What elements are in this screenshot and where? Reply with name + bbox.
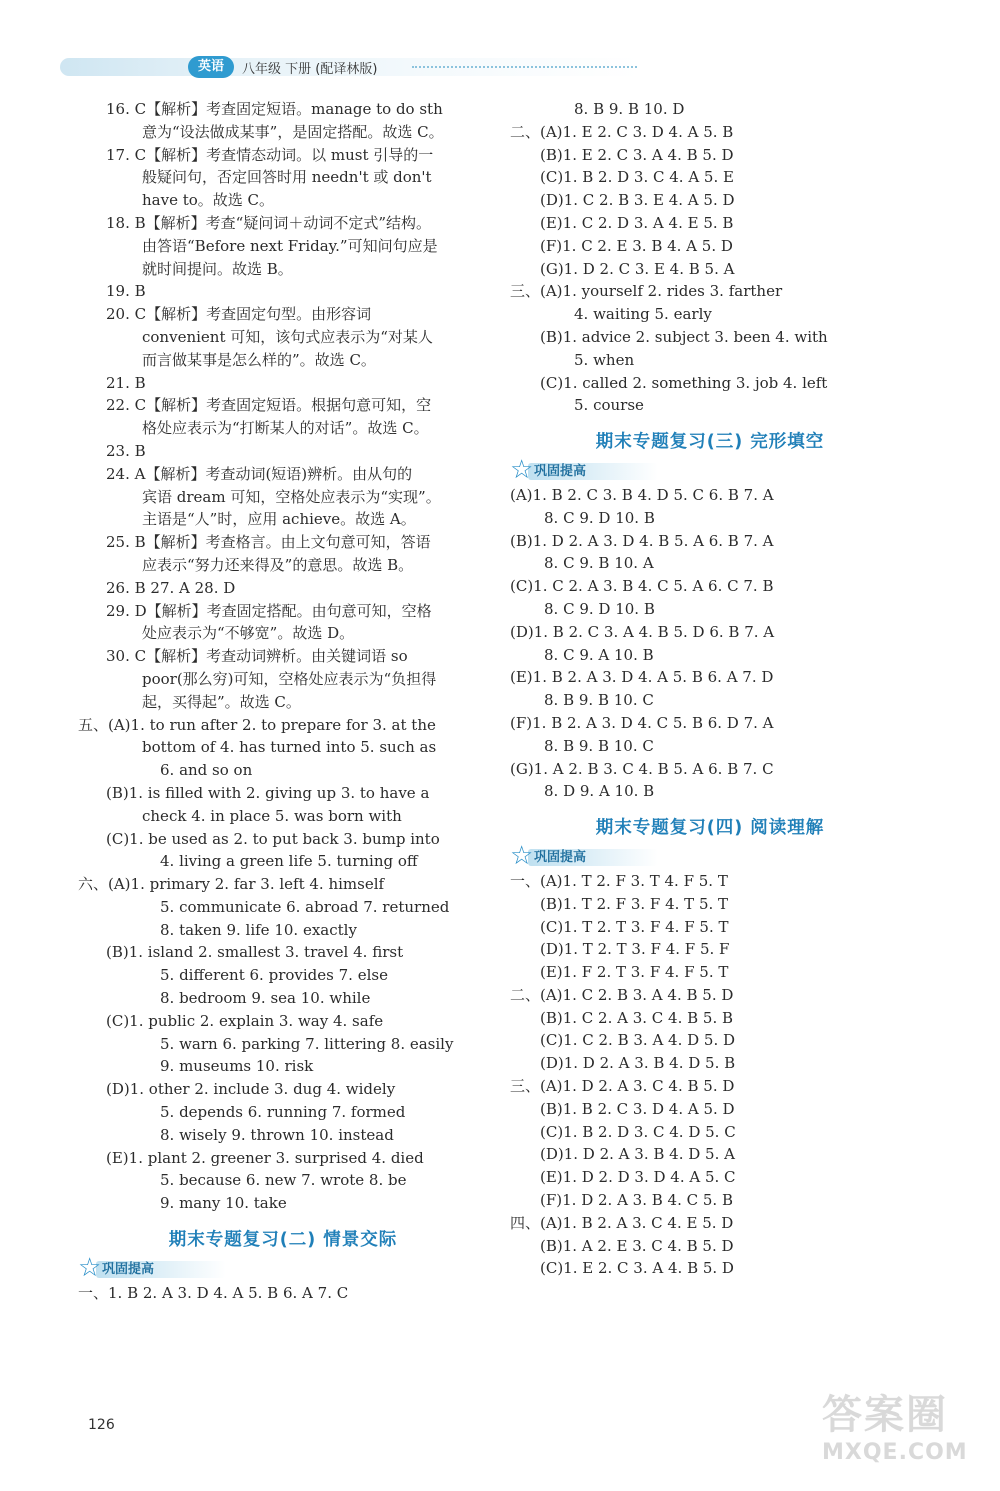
- answer-line: 般疑问句，否定回答时用 needn't 或 don't: [142, 168, 432, 187]
- answer-line: 4. waiting 5. early: [574, 305, 712, 324]
- section-title-3: 期末专题复习(三) 完形填空: [595, 432, 825, 453]
- star-icon: ☆: [510, 454, 534, 485]
- answer-line: 起，买得起”。故选 C。: [142, 692, 301, 711]
- section3-answers: [510, 484, 910, 803]
- left-answer-list: [78, 98, 488, 1215]
- answer-line: 三、(A)1. D 2. A 3. C 4. B 5. D: [510, 1077, 735, 1096]
- answer-line: 16. C【解析】考查固定短语。manage to do sth: [106, 100, 443, 118]
- answer-line: (B)1. island 2. smallest 3. travel 4. first: [106, 943, 404, 962]
- answer-line: 8. B 9. B 10. D: [574, 100, 685, 118]
- answer-line: 二、(A)1. E 2. C 3. D 4. A 5. B: [510, 122, 734, 141]
- answer-line: (B)1. D 2. A 3. D 4. B 5. A 6. B 7. A: [510, 531, 774, 550]
- answer-line: 9. many 10. take: [160, 1194, 287, 1213]
- answer-line: bottom of 4. has turned into 5. such as: [142, 738, 437, 757]
- answer-line: 8. C 9. B 10. A: [544, 554, 654, 573]
- page-number: 126: [88, 1417, 115, 1433]
- answer-line: 17. C【解析】考查情态动词。以 must 引导的一: [106, 145, 434, 164]
- header-dotted-line: [412, 66, 637, 68]
- answer-line: (D)1. B 2. C 3. A 4. B 5. D 6. B 7. A: [510, 622, 775, 641]
- answer-line: 4. living a green life 5. turning off: [160, 852, 418, 871]
- answer-line: 21. B: [106, 373, 146, 392]
- answer-line: 8. D 9. A 10. B: [544, 782, 655, 801]
- section-title-2: 期末专题复习(二) 情景交际: [168, 1230, 398, 1251]
- answer-line: (C)1. B 2. D 3. C 4. A 5. E: [540, 168, 734, 187]
- answer-line: (G)1. D 2. C 3. E 4. B 5. A: [540, 259, 735, 278]
- answer-line: (B)1. A 2. E 3. C 4. B 5. D: [540, 1236, 734, 1255]
- subsection-label: 巩固提高: [102, 1261, 155, 1277]
- answer-line: (F)1. C 2. E 3. B 4. A 5. D: [540, 236, 733, 255]
- star-icon: ☆: [78, 1252, 102, 1283]
- answer-line: 六、(A)1. primary 2. far 3. left 4. himself: [78, 875, 385, 894]
- answer-line: (C)1. E 2. C 3. A 4. B 5. D: [540, 1259, 734, 1278]
- answer-line: poor(那么穷)可知，空格处应表示为“负担得: [142, 669, 437, 688]
- answer-line: (D)1. D 2. A 3. B 4. D 5. A: [540, 1145, 735, 1164]
- answer-line: 25. B【解析】考查格言。由上文句意可知，答语: [106, 533, 431, 552]
- answer-line: (D)1. D 2. A 3. B 4. D 5. B: [540, 1054, 736, 1073]
- answer-line: 5. course: [574, 396, 644, 415]
- answer-line: (B)1. T 2. F 3. F 4. T 5. T: [540, 894, 729, 913]
- answer-line: (B)1. C 2. A 3. C 4. B 5. B: [540, 1008, 734, 1027]
- section4-answers: [510, 870, 910, 1280]
- answer-line: (B)1. advice 2. subject 3. been 4. with: [540, 327, 828, 346]
- answer-line: (E)1. D 2. D 3. D 4. A 5. C: [540, 1168, 736, 1187]
- answer-line: 5. depends 6. running 7. formed: [160, 1103, 406, 1122]
- answer-line: 5. communicate 6. abroad 7. returned: [160, 897, 450, 916]
- answer-line: (D)1. other 2. include 3. dug 4. widely: [106, 1080, 396, 1099]
- answer-line: have to。故选 C。: [142, 191, 275, 210]
- answer-line: 四、(A)1. B 2. A 3. C 4. E 5. D: [510, 1213, 734, 1232]
- answer-line: 5. warn 6. parking 7. littering 8. easily: [160, 1034, 454, 1053]
- answer-line: 19. B: [106, 282, 146, 301]
- subsection-label: 巩固提高: [534, 463, 587, 479]
- subsection-header: [78, 1252, 488, 1283]
- right-answer-list: [510, 98, 910, 417]
- right-column: [510, 98, 910, 1280]
- answer-line: (B)1. E 2. C 3. A 4. B 5. D: [540, 145, 734, 164]
- answer-line: (G)1. A 2. B 3. C 4. B 5. A 6. B 7. C: [510, 759, 774, 778]
- answer-line: 18. B【解析】考查“疑问词＋动词不定式”结构。: [106, 213, 431, 232]
- subsection-label: 巩固提高: [534, 849, 587, 865]
- answer-line: 应表示“努力还来得及”的意思。故选 B。: [142, 555, 414, 574]
- answer-line: (C)1. public 2. explain 3. way 4. safe: [106, 1011, 384, 1030]
- answer-line: 宾语 dream 可知，空格处应表示为“实现”。: [142, 487, 441, 506]
- answer-line: 而言做某事是怎么样的”。故选 C。: [142, 350, 376, 369]
- answer-line: (E)1. F 2. T 3. F 4. F 5. T: [540, 963, 729, 982]
- answer-line: 24. A【解析】考查动词(短语)辨析。由从句的: [106, 464, 413, 483]
- subsection-header: [510, 454, 910, 485]
- answer-line: (F)1. D 2. A 3. B 4. C 5. B: [540, 1191, 733, 1210]
- answer-line: 格处应表示为“打断某人的对话”。故选 C。: [142, 419, 429, 438]
- answer-line: 一、(A)1. T 2. F 3. T 4. F 5. T: [510, 871, 728, 890]
- answer-line: 9. museums 10. risk: [160, 1057, 314, 1076]
- answer-line: 22. C【解析】考查固定短语。根据句意可知，空: [106, 396, 432, 415]
- answer-line: 8. C 9. D 10. B: [544, 599, 655, 618]
- answer-line: 主语是“人”时，应用 achieve。故选 A。: [142, 510, 416, 529]
- answer-line: 三、(A)1. yourself 2. rides 3. farther: [510, 282, 783, 301]
- answer-line: (C)1. C 2. B 3. A 4. D 5. D: [540, 1031, 736, 1050]
- answer-line: 意为“设法做成某事”，是固定搭配。故选 C。: [142, 122, 444, 141]
- answer-line: 8. taken 9. life 10. exactly: [160, 920, 357, 939]
- answer-line: 一、1. B 2. A 3. D 4. A 5. B 6. A 7. C: [78, 1283, 349, 1302]
- answer-line: 30. C【解析】考查动词辨析。由关键词语 so: [106, 647, 408, 666]
- answer-line: (F)1. B 2. A 3. D 4. C 5. B 6. D 7. A: [510, 713, 774, 732]
- answer-line: 8. C 9. D 10. B: [544, 508, 655, 527]
- answer-line: 处应表示为“不够宽”。故选 D。: [142, 624, 355, 643]
- answer-line: 五、(A)1. to run after 2. to prepare for 3. at the: [78, 715, 436, 734]
- answer-line: 5. when: [574, 350, 635, 369]
- answer-line: (C)1. T 2. T 3. F 4. F 5. T: [540, 917, 729, 936]
- answer-line: (B)1. B 2. C 3. D 4. A 5. D: [540, 1099, 735, 1118]
- section-title-4: 期末专题复习(四) 阅读理解: [595, 818, 825, 839]
- answer-line: 23. B: [106, 441, 146, 460]
- answer-line: 6. and so on: [160, 761, 253, 780]
- answer-line: 8. B 9. B 10. C: [544, 736, 654, 755]
- answer-line: 5. different 6. provides 7. else: [160, 966, 388, 985]
- answer-line: (C)1. be used as 2. to put back 3. bump into: [106, 829, 440, 848]
- header-text: 八年级 下册 (配译林版): [242, 62, 378, 77]
- answer-line: (D)1. C 2. B 3. E 4. A 5. D: [540, 191, 735, 210]
- star-icon: ☆: [510, 840, 534, 871]
- answer-line: convenient 可知，该句式应表示为“对某人: [142, 327, 433, 346]
- answer-line: (D)1. T 2. T 3. F 4. F 5. F: [540, 940, 730, 959]
- answer-line: 29. D【解析】考查固定搭配。由句意可知，空格: [106, 601, 432, 620]
- answer-line: (C)1. called 2. something 3. job 4. left: [540, 373, 828, 392]
- answer-line: (C)1. C 2. A 3. B 4. C 5. A 6. C 7. B: [510, 577, 774, 596]
- left-column: [78, 98, 488, 1305]
- watermark-logo: 答案圈 MXQE.COM: [822, 1392, 968, 1465]
- answer-line: (C)1. B 2. D 3. C 4. D 5. C: [540, 1122, 736, 1141]
- answer-line: 就时间提问。故选 B。: [142, 259, 293, 278]
- answer-line: 二、(A)1. C 2. B 3. A 4. B 5. D: [510, 985, 734, 1004]
- answer-line: 5. because 6. new 7. wrote 8. be: [160, 1171, 407, 1190]
- answer-line: 20. C【解析】考查固定句型。由形容词: [106, 305, 372, 324]
- answer-line: 由答语“Before next Friday.”可知问句应是: [142, 236, 438, 255]
- answer-line: (E)1. plant 2. greener 3. surprised 4. died: [106, 1148, 424, 1167]
- subject-badge: 英语: [188, 56, 234, 78]
- answer-line: (E)1. C 2. D 3. A 4. E 5. B: [540, 213, 734, 232]
- answer-line: check 4. in place 5. was born with: [142, 806, 402, 825]
- answer-line: 26. B 27. A 28. D: [106, 578, 236, 597]
- answer-line: 8. bedroom 9. sea 10. while: [160, 989, 371, 1008]
- page-header: [60, 50, 640, 90]
- answer-line: (B)1. is filled with 2. giving up 3. to have a: [106, 783, 430, 802]
- subsection-header: [510, 840, 910, 871]
- answer-line: 8. wisely 9. thrown 10. instead: [160, 1125, 394, 1144]
- answer-line: (E)1. B 2. A 3. D 4. A 5. B 6. A 7. D: [510, 668, 774, 687]
- answer-line: (A)1. B 2. C 3. B 4. D 5. C 6. B 7. A: [510, 485, 774, 504]
- answer-line: 8. B 9. B 10. C: [544, 691, 654, 710]
- answer-line: 8. C 9. A 10. B: [544, 645, 654, 664]
